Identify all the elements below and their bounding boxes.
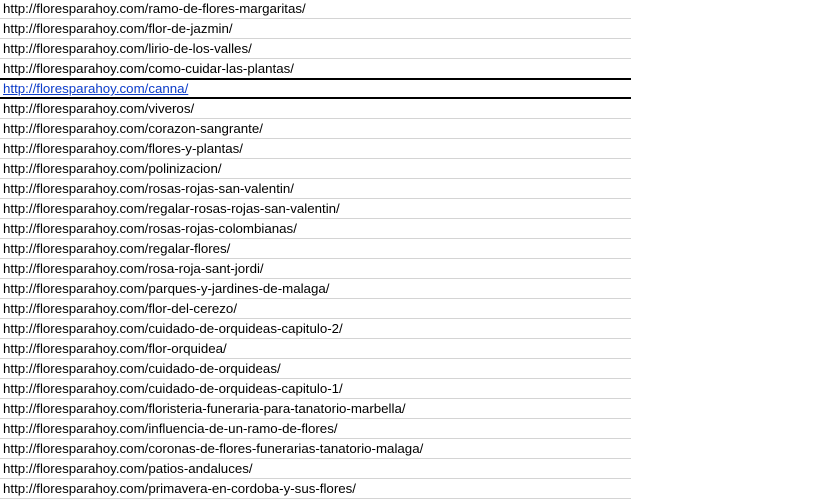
cell-url: http://floresparahoy.com/coronas-de-flores-funerarias-tanatorio-malaga/ [3, 441, 424, 456]
cell-row-24[interactable] [0, 459, 631, 479]
cell-url: http://floresparahoy.com/cuidado-de-orquideas-capitulo-2/ [3, 321, 343, 336]
cell-row-18[interactable] [0, 339, 631, 359]
cell-url: http://floresparahoy.com/patios-andaluces/ [3, 461, 253, 476]
cell-row-15[interactable] [0, 279, 631, 299]
cell-row-25[interactable] [0, 479, 631, 499]
cell-row-11[interactable] [0, 199, 631, 219]
cell-row-20[interactable] [0, 379, 631, 399]
cell-url: http://floresparahoy.com/regalar-rosas-rojas-san-valentin/ [3, 201, 340, 216]
cell-url: http://floresparahoy.com/cuidado-de-orquideas-capitulo-1/ [3, 381, 343, 396]
cell-row-22[interactable] [0, 419, 631, 439]
cell-url: http://floresparahoy.com/regalar-flores/ [3, 241, 231, 256]
cell-url: http://floresparahoy.com/como-cuidar-las-plantas/ [3, 61, 294, 76]
cell-row-7[interactable] [0, 119, 631, 139]
cell-url: http://floresparahoy.com/floristeria-funeraria-para-tanatorio-marbella/ [3, 401, 406, 416]
cell-url: http://floresparahoy.com/rosas-rojas-colombianas/ [3, 221, 297, 236]
cell-url: http://floresparahoy.com/flor-del-cerezo/ [3, 301, 238, 316]
cell-url: http://floresparahoy.com/rosa-roja-sant-jordi/ [3, 261, 264, 276]
cell-url: http://floresparahoy.com/influencia-de-un-ramo-de-flores/ [3, 421, 338, 436]
cell-url: http://floresparahoy.com/lirio-de-los-valles/ [3, 41, 252, 56]
cell-url: http://floresparahoy.com/rosas-rojas-san-valentin/ [3, 181, 294, 196]
cell-row-1[interactable] [0, 0, 631, 19]
cell-row-6[interactable] [0, 99, 631, 119]
cell-row-17[interactable] [0, 319, 631, 339]
cell-row-2[interactable] [0, 19, 631, 39]
cell-row-3[interactable] [0, 39, 631, 59]
cell-row-4[interactable] [0, 59, 631, 79]
cell-row-14[interactable] [0, 259, 631, 279]
cell-row-10[interactable] [0, 179, 631, 199]
cell-url: http://floresparahoy.com/parques-y-jardines-de-malaga/ [3, 281, 330, 296]
cell-row-21[interactable] [0, 399, 631, 419]
cell-url: http://floresparahoy.com/primavera-en-cordoba-y-sus-flores/ [3, 481, 356, 496]
cell-row-23[interactable] [0, 439, 631, 459]
cell-url: http://floresparahoy.com/flor-orquidea/ [3, 341, 227, 356]
cell-url: http://floresparahoy.com/ramo-de-flores-margaritas/ [3, 1, 306, 16]
selected-cell-row[interactable] [0, 78, 631, 99]
cell-row-16[interactable] [0, 299, 631, 319]
cell-row-12[interactable] [0, 219, 631, 239]
cell-hyperlink[interactable]: http://floresparahoy.com/canna/ [3, 81, 189, 96]
cell-row-19[interactable] [0, 359, 631, 379]
cell-url: http://floresparahoy.com/cuidado-de-orquideas/ [3, 361, 281, 376]
cell-row-13[interactable] [0, 239, 631, 259]
cell-url: http://floresparahoy.com/corazon-sangrante/ [3, 121, 263, 136]
cell-url: http://floresparahoy.com/flores-y-plantas/ [3, 141, 243, 156]
cell-row-9[interactable] [0, 159, 631, 179]
cell-url: http://floresparahoy.com/polinizacion/ [3, 161, 222, 176]
cell-url: http://floresparahoy.com/flor-de-jazmin/ [3, 21, 233, 36]
cell-row-8[interactable] [0, 139, 631, 159]
cell-url: http://floresparahoy.com/viveros/ [3, 101, 195, 116]
